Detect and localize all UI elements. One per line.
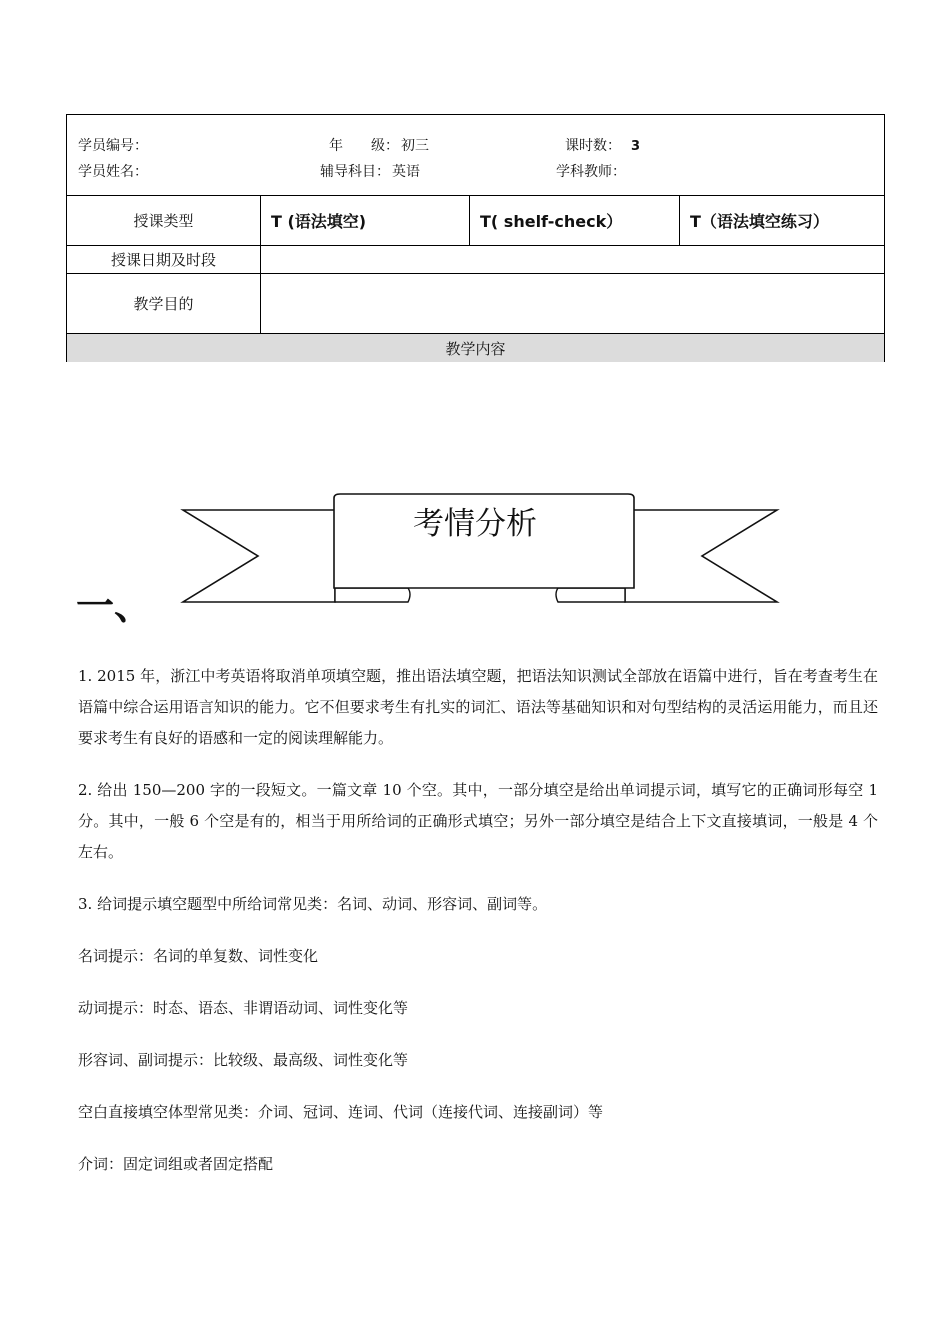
student-id-label: 学员编号： <box>78 138 148 154</box>
paragraph-3: 3. 给词提示填空题型中所给词常见类：名词、动词、形容词、副词等。 <box>78 895 548 913</box>
lesson-type-label: 授课类型 <box>67 196 261 246</box>
lesson-info-table <box>66 114 885 362</box>
student-info-header <box>67 115 885 196</box>
lesson-type-1: T (语法填空) <box>261 196 470 246</box>
ribbon-right-tail <box>625 510 777 602</box>
paragraph-5: 动词提示：时态、语态、非谓语动词、词性变化等 <box>78 999 409 1017</box>
grade-field <box>329 135 429 155</box>
ribbon-left-tail <box>183 510 335 602</box>
paragraph-1: 1. 2015 年，浙江中考英语将取消单项填空题，推出语法填空题，把语法知识测试全部放在语篇中进行，旨在考查考生在语篇中综合运用语言知识的能力。它不但要求考生有扎实的词汇、语法等基础知识和对句型结构的灵活运用能力，而且还要求考生有良好的语感和一定的阅读理解能力。 <box>78 667 878 747</box>
grade-label: 年 级： <box>329 138 399 154</box>
lesson-type-2: T( shelf-check） <box>470 196 680 246</box>
paragraph-4: 名词提示：名词的单复数、词性变化 <box>78 947 319 965</box>
content-header: 教学内容 <box>67 334 885 363</box>
goal-value <box>261 274 885 334</box>
date-value <box>261 246 885 274</box>
hours-label: 课时数： <box>565 138 621 154</box>
teacher-label: 学科教师： <box>556 164 626 180</box>
student-name-label: 学员姓名： <box>78 164 148 180</box>
banner-title: 考情分析 <box>413 506 537 542</box>
paragraph-7: 空白直接填空体型常见类：介词、冠词、连词、代词（连接代词、连接副词）等 <box>78 1103 604 1121</box>
subject-label: 辅导科目： <box>320 164 390 180</box>
analysis-text <box>78 661 878 1201</box>
goal-label: 教学目的 <box>67 274 261 334</box>
subject-value: 英语 <box>392 164 420 180</box>
student-id-field <box>78 135 150 155</box>
lesson-type-3: T（语法填空练习） <box>680 196 885 246</box>
grade-value: 初三 <box>401 138 429 154</box>
paragraph-8: 介词：固定词组或者固定搭配 <box>78 1155 274 1173</box>
student-name-field <box>78 161 150 181</box>
date-label: 授课日期及时段 <box>67 246 261 274</box>
section-number: 一、 <box>76 584 153 628</box>
ribbon-left-fold <box>335 588 410 602</box>
hours-field <box>565 135 640 155</box>
ribbon-right-fold <box>556 588 625 602</box>
subject-field <box>320 161 420 181</box>
paragraph-6: 形容词、副词提示：比较级、最高级、词性变化等 <box>78 1051 409 1069</box>
teacher-field <box>556 161 628 181</box>
hours-value: 3 <box>631 139 641 154</box>
ribbon-banner <box>180 490 780 610</box>
paragraph-2: 2. 给出 150—200 字的一段短文。一篇文章 10 个空。其中，一部分填空是给出单词提示词，填写它的正确词形每空 1 分。其中，一般 6 个空是有的，相当于用所给词的正确形式填空；另外一部分填空是结合上下文直接填词，一般是 4 个左右。 <box>78 781 878 861</box>
